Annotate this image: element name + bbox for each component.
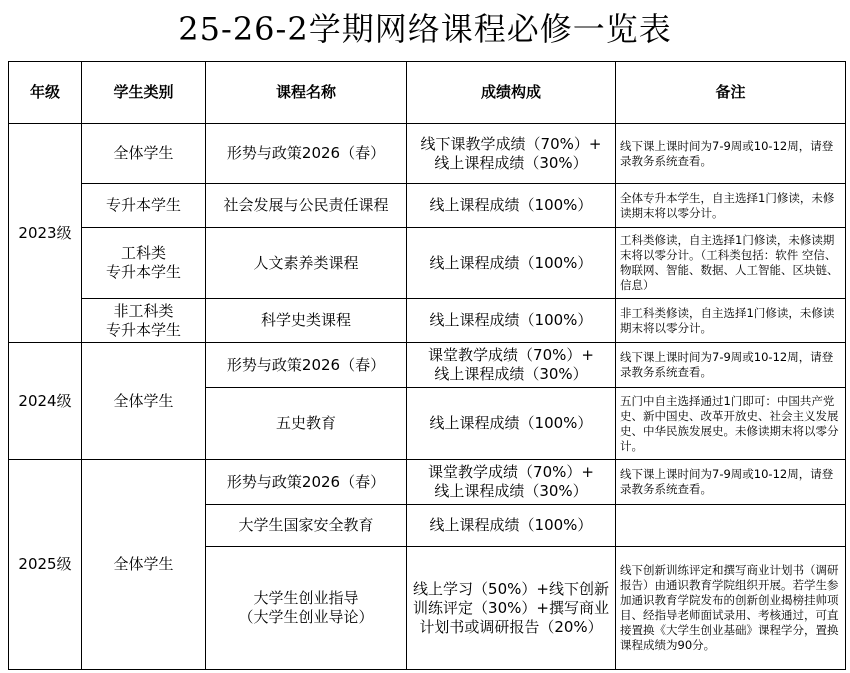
page-title: 25-26-2学期网络课程必修一览表 [178, 10, 672, 48]
score-cell: 线上课程成绩（100%） [407, 505, 616, 547]
course-cell: 大学生国家安全教育 [206, 505, 407, 547]
header-category: 学生类别 [82, 62, 206, 124]
table-row [9, 299, 846, 343]
table-row [9, 343, 846, 388]
note-cell [616, 505, 846, 547]
score-cell: 线上课程成绩（100%） [407, 228, 616, 299]
header-grade: 年级 [9, 62, 82, 124]
category-cell: 全体学生 [82, 343, 206, 460]
note-cell: 全体专升本学生，自主选择1门修读，未修读期末将以零分计。 [616, 184, 846, 228]
category-cell: 工科类 专升本学生 [82, 228, 206, 299]
course-cell: 形势与政策2026（春） [206, 124, 407, 184]
note-cell: 工科类修读，自主选择1门修读，未修读期末将以零分计。（工科类包括：软件 空信、物联网、智能、数据、人工智能、区块链、信息） [616, 228, 846, 299]
course-cell: 形势与政策2026（春） [206, 343, 407, 388]
grade-cell: 2024级 [9, 343, 82, 460]
header-note: 备注 [616, 62, 846, 124]
category-cell: 全体学生 [82, 460, 206, 670]
course-cell: 大学生创业指导 （大学生创业导论） [206, 547, 407, 670]
course-cell: 科学史类课程 [206, 299, 407, 343]
course-cell: 五史教育 [206, 388, 407, 460]
course-cell: 社会发展与公民责任课程 [206, 184, 407, 228]
note-cell: 五门中自主选择通过1门即可：中国共产党史、新中国史、改革开放史、社会主义发展史、中华民族发展史。未修读期末将以零分计。 [616, 388, 846, 460]
header-score: 成绩构成 [407, 62, 616, 124]
note-cell: 线下课上课时间为7-9周或10-12周，请登录教务系统查看。 [616, 460, 846, 505]
table-row [9, 228, 846, 299]
header-course: 课程名称 [206, 62, 407, 124]
score-cell: 线下课教学成绩（70%）+ 线上课程成绩（30%） [407, 124, 616, 184]
score-cell: 线上课程成绩（100%） [407, 388, 616, 460]
grade-cell: 2023级 [9, 124, 82, 343]
score-cell: 线上课程成绩（100%） [407, 184, 616, 228]
table-header-row [9, 62, 846, 124]
score-cell: 线上课程成绩（100%） [407, 299, 616, 343]
category-cell: 非工科类 专升本学生 [82, 299, 206, 343]
course-cell: 人文素养类课程 [206, 228, 407, 299]
course-cell: 形势与政策2026（春） [206, 460, 407, 505]
table-row [9, 184, 846, 228]
score-cell: 线上学习（50%）+线下创新 训练评定（30%）+撰写商业 计划书或调研报告（20%） [407, 547, 616, 670]
note-cell: 线下课上课时间为7-9周或10-12周，请登录教务系统查看。 [616, 343, 846, 388]
category-cell: 专升本学生 [82, 184, 206, 228]
table-row [9, 460, 846, 505]
table-row [9, 124, 846, 184]
score-cell: 课堂教学成绩（70%）+ 线上课程成绩（30%） [407, 343, 616, 388]
note-cell: 线下创新训练评定和撰写商业计划书（调研报告）由通识教育学院组织开展。若学生参加通识教育学院发布的创新创业揭榜挂帅项目、经指导老师面试录用、考核通过，可直接置换《大学生创业基础》课程学分，置换课程成绩为90分。 [616, 547, 846, 670]
score-cell: 课堂教学成绩（70%）+ 线上课程成绩（30%） [407, 460, 616, 505]
course-table [8, 61, 846, 670]
category-cell: 全体学生 [82, 124, 206, 184]
grade-cell: 2025级 [9, 460, 82, 670]
note-cell: 非工科类修读，自主选择1门修读，未修读期末将以零分计。 [616, 299, 846, 343]
note-cell: 线下课上课时间为7-9周或10-12周，请登录教务系统查看。 [616, 124, 846, 184]
